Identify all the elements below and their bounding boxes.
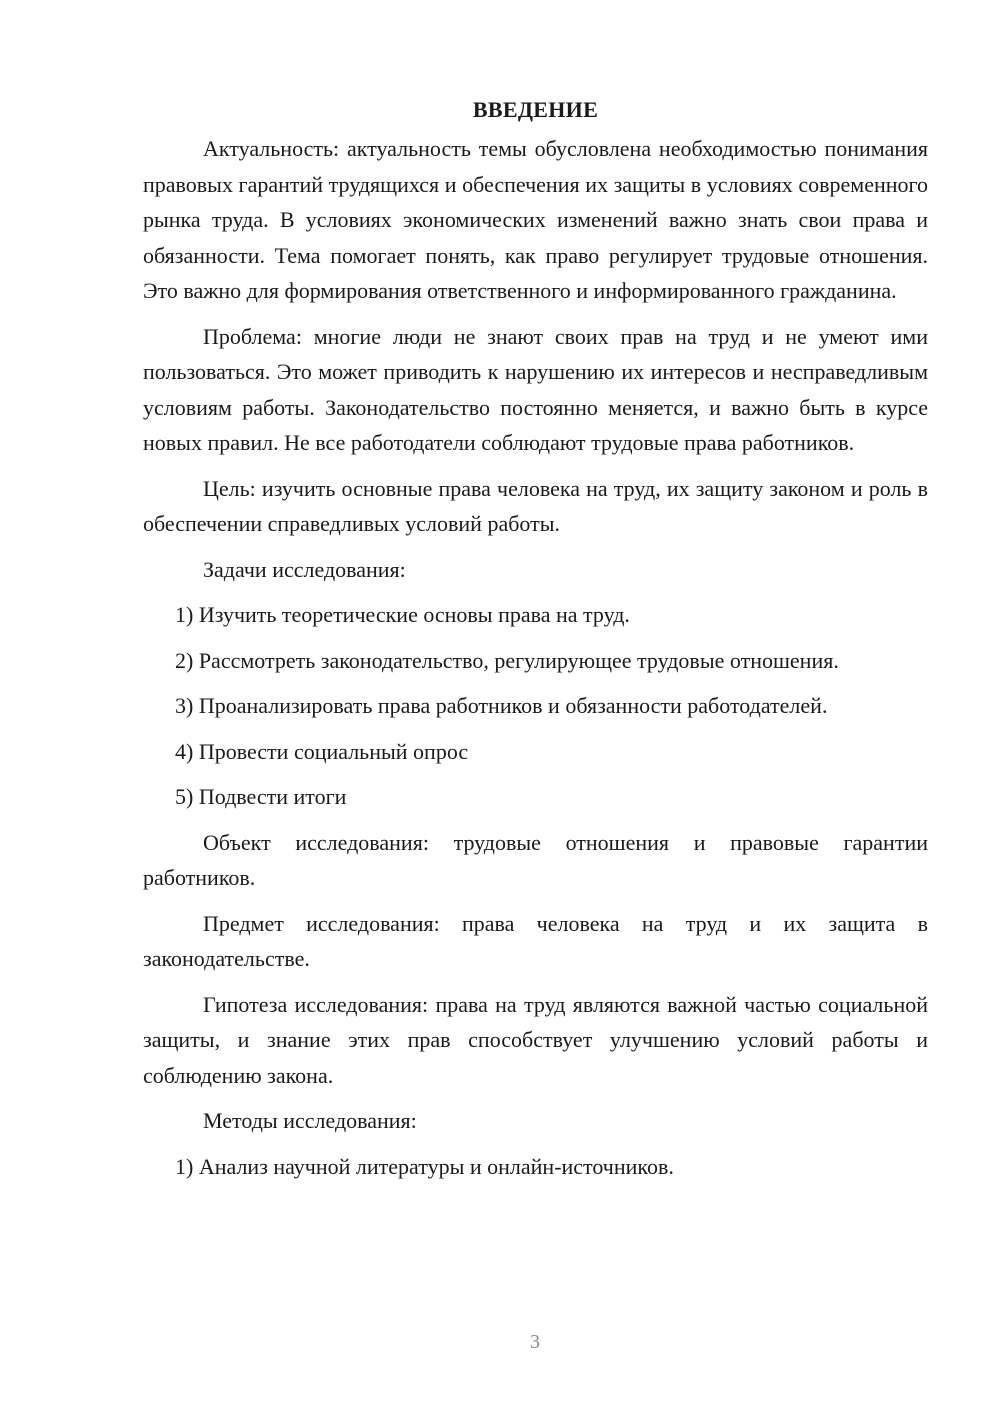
task-item-2: 2) Рассмотреть законодательство, регулирующее трудовые отношения. [175, 647, 839, 673]
paragraph-object: Объект исследования: трудовые отношения и правовые гарантии работников. [143, 829, 928, 890]
paragraph-hypothesis: Гипотеза исследования: права на труд являются важной частью социальной защиты, и знание этих прав способствует улучшению условий работы и соблюдению закона. [143, 991, 928, 1088]
page-number: 3 [530, 1331, 540, 1353]
section-title: ВВЕДЕНИЕ [472, 97, 599, 122]
task-item-4: 4) Провести социальный опрос [175, 738, 469, 764]
paragraph-relevance: Актуальность: актуальность темы обусловлена необходимостью понимания правовых гарантий трудящихся и обеспечения их защиты в условиях современного рынка труда. В условиях экономических изменений важно знать свои права и обязанности. Тема помогает понять, как право регулирует трудовые отношения. Это важно для формирования ответственного и информированного гражданина. [143, 136, 928, 303]
task-item-1: 1) Изучить теоретические основы права на труд. [175, 602, 630, 627]
task-item-3: 3) Проанализировать права работников и обязанности работодателей. [175, 693, 828, 718]
method-item-1: 1) Анализ научной литературы и онлайн-источников. [175, 1153, 674, 1179]
methods-heading: Методы исследования: [203, 1108, 417, 1133]
task-item-5: 5) Подвести итоги [175, 784, 347, 809]
paragraph-subject: Предмет исследования: права человека на труд и их защита в законодательстве. [143, 910, 928, 971]
paragraph-problem: Проблема: многие люди не знают своих прав на труд и не умеют ими пользоваться. Это может приводить к нарушению их интересов и несправедливым условиям работы. Законодательство постоянно меняется, и важно быть в курсе новых правил. Не все работодатели соблюдают трудовые права работников. [143, 323, 928, 455]
document-page [143, 92, 928, 1184]
tasks-heading: Задачи исследования: [203, 556, 406, 582]
paragraph-goal: Цель: изучить основные права человека на труд, их защиту законом и роль в обеспечении справедливых условий работы. [143, 475, 928, 536]
